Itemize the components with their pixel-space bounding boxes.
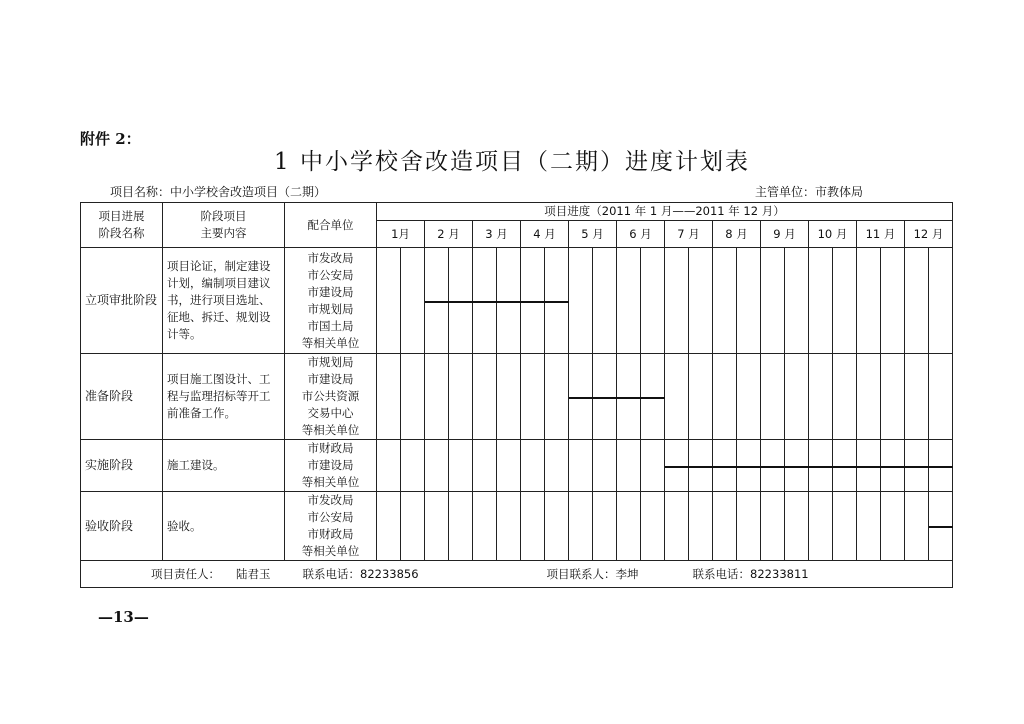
stage-row: [81, 354, 953, 440]
timeline-cell: [641, 492, 665, 561]
gantt-bar: [665, 466, 953, 468]
timeline-cell: [545, 492, 569, 561]
stage-name: 验收阶段: [81, 492, 163, 561]
page-number: —13—: [98, 608, 149, 626]
timeline-cell: [881, 354, 905, 440]
page-title: 1 中小学校舍改造项目（二期）进度计划表: [274, 149, 750, 175]
responsible-name: 陆君玉: [236, 566, 271, 581]
timeline-cell: [665, 492, 689, 561]
timeline-cell: [569, 248, 593, 354]
agency-name: 市财政局: [307, 527, 354, 541]
timeline-cell: [833, 248, 857, 354]
timeline-cell: [905, 354, 929, 440]
header-content: [163, 203, 285, 248]
agency-name: 等相关单位: [301, 475, 360, 489]
timeline-cell: [785, 354, 809, 440]
timeline-cell: [425, 440, 449, 492]
stage-name: 实施阶段: [81, 440, 163, 492]
timeline-cell: [641, 440, 665, 492]
timeline-cell: [665, 354, 689, 440]
agency-name: 市公共资源: [301, 389, 360, 403]
timeline-cell: [785, 248, 809, 354]
stage-name: 立项审批阶段: [81, 248, 163, 354]
timeline-cell: [689, 354, 713, 440]
timeline-cell: [449, 354, 473, 440]
timeline-cell: [521, 440, 545, 492]
cooperating-agencies: [285, 440, 377, 492]
header-stage-line1: 项目进展: [98, 209, 145, 223]
timeline-cell: [857, 248, 881, 354]
month-header: 1月: [377, 221, 425, 248]
month-header: 12 月: [905, 221, 953, 248]
gantt-bar: [569, 397, 665, 399]
header-content-line2: 主要内容: [200, 226, 247, 240]
attachment-label: 附件 2：: [80, 130, 141, 148]
timeline-cell: [881, 492, 905, 561]
agency-name: 市公安局: [307, 510, 354, 524]
header-content-line1: 阶段项目: [200, 209, 247, 223]
timeline-cell: [377, 492, 401, 561]
stage-row: [81, 492, 953, 561]
timeline-cell: [761, 354, 785, 440]
agency-name: 市规划局: [307, 355, 354, 369]
timeline-cell: [401, 248, 425, 354]
agency-name: 市国土局: [307, 318, 354, 333]
timeline-cell: [425, 354, 449, 440]
month-header: 11 月: [857, 221, 905, 248]
agency-name: 市公安局: [307, 267, 354, 282]
timeline-cell: [713, 354, 737, 440]
gantt-bar: [425, 301, 569, 303]
month-header: 2 月: [425, 221, 473, 248]
stage-content: 施工建设。: [163, 440, 285, 492]
schedule-table: [80, 202, 953, 588]
month-header: 6 月: [617, 221, 665, 248]
timeline-cell: [617, 440, 641, 492]
timeline-cell: [737, 492, 761, 561]
cooperating-agencies: [285, 354, 377, 440]
timeline-cell: [905, 492, 929, 561]
cooperating-agencies: [285, 492, 377, 561]
phone1-label: 联系电话：: [302, 566, 360, 581]
timeline-cell: [929, 354, 953, 440]
timeline-cell: [449, 440, 473, 492]
header-stage: [81, 203, 163, 248]
timeline-cell: [593, 248, 617, 354]
agency-name: 交易中心: [307, 406, 354, 420]
gantt-bar: [929, 526, 953, 528]
header-stage-line2: 阶段名称: [98, 226, 145, 240]
timeline-cell: [713, 248, 737, 354]
phone2-value: 82233811: [750, 566, 809, 581]
agency-name: 市建设局: [307, 458, 354, 472]
timeline-cell: [689, 248, 713, 354]
timeline-cell: [905, 248, 929, 354]
timeline-cell: [545, 354, 569, 440]
timeline-cell: [473, 440, 497, 492]
agency-name: 等相关单位: [301, 335, 360, 350]
agency-name: 市发改局: [307, 250, 354, 265]
timeline-cell: [521, 354, 545, 440]
contact-name: 李坤: [615, 566, 639, 581]
month-header: 8 月: [713, 221, 761, 248]
timeline-cell: [737, 354, 761, 440]
timeline-cell: [593, 492, 617, 561]
timeline-cell: [809, 248, 833, 354]
phone2-label: 联系电话：: [692, 566, 751, 581]
month-header: 4 月: [521, 221, 569, 248]
timeline-cell: [497, 492, 521, 561]
timeline-cell: [569, 440, 593, 492]
agency-name: 等相关单位: [301, 544, 360, 558]
timeline-cell: [809, 492, 833, 561]
stage-content: 项目论证，制定建设计划，编制项目建议书，进行项目选址、征地、拆迁、规划设计等。: [163, 248, 285, 354]
timeline-cell: [689, 492, 713, 561]
agency-name: 市规划局: [307, 301, 354, 316]
timeline-cell: [665, 248, 689, 354]
timeline-cell: [929, 248, 953, 354]
stage-name: 准备阶段: [81, 354, 163, 440]
timeline-cell: [377, 248, 401, 354]
timeline-cell: [497, 440, 521, 492]
supervising-unit: 主管单位：市教体局: [755, 185, 864, 199]
project-name: 项目名称：中小学校舍改造项目（二期）: [110, 185, 327, 199]
timeline-cell: [857, 492, 881, 561]
timeline-cell: [569, 492, 593, 561]
month-header: 3 月: [473, 221, 521, 248]
timeline-cell: [809, 354, 833, 440]
timeline-cell: [521, 492, 545, 561]
cooperating-agencies: [285, 248, 377, 354]
month-header: 7 月: [665, 221, 713, 248]
timeline-cell: [545, 440, 569, 492]
agency-name: 市财政局: [307, 441, 354, 455]
timeline-cell: [377, 440, 401, 492]
timeline-cell: [617, 492, 641, 561]
footer-contacts: [81, 561, 953, 588]
month-header: 10 月: [809, 221, 857, 248]
responsible-label: 项目责任人：: [151, 566, 220, 581]
timeline-cell: [761, 248, 785, 354]
timeline-cell: [833, 354, 857, 440]
timeline-cell: [617, 248, 641, 354]
timeline-cell: [401, 354, 425, 440]
timeline-cell: [713, 492, 737, 561]
stage-content: 项目施工图设计、工程与监理招标等开工前准备工作。: [163, 354, 285, 440]
timeline-cell: [881, 248, 905, 354]
agency-name: 市发改局: [307, 493, 354, 507]
timeline-cell: [737, 248, 761, 354]
timeline-cell: [377, 354, 401, 440]
timeline-cell: [449, 492, 473, 561]
agency-name: 市建设局: [307, 284, 354, 299]
timeline-cell: [497, 354, 521, 440]
timeline-cell: [401, 492, 425, 561]
timeline-cell: [833, 492, 857, 561]
agency-name: 市建设局: [307, 372, 354, 386]
month-header: 9 月: [761, 221, 809, 248]
timeline-cell: [473, 492, 497, 561]
stage-content: 验收。: [163, 492, 285, 561]
phone1-value: 82233856: [360, 566, 419, 581]
header-progress: 项目进度（2011 年 1 月——2011 年 12 月）: [377, 203, 953, 221]
timeline-cell: [401, 440, 425, 492]
timeline-cell: [473, 354, 497, 440]
timeline-cell: [785, 492, 809, 561]
timeline-cell: [857, 354, 881, 440]
timeline-cell: [425, 492, 449, 561]
timeline-cell: [641, 248, 665, 354]
agency-name: 等相关单位: [301, 423, 360, 437]
month-header: 5 月: [569, 221, 617, 248]
timeline-cell: [593, 440, 617, 492]
timeline-cell: [761, 492, 785, 561]
header-agency: 配合单位: [285, 203, 377, 248]
contact-label: 项目联系人：: [546, 566, 616, 581]
